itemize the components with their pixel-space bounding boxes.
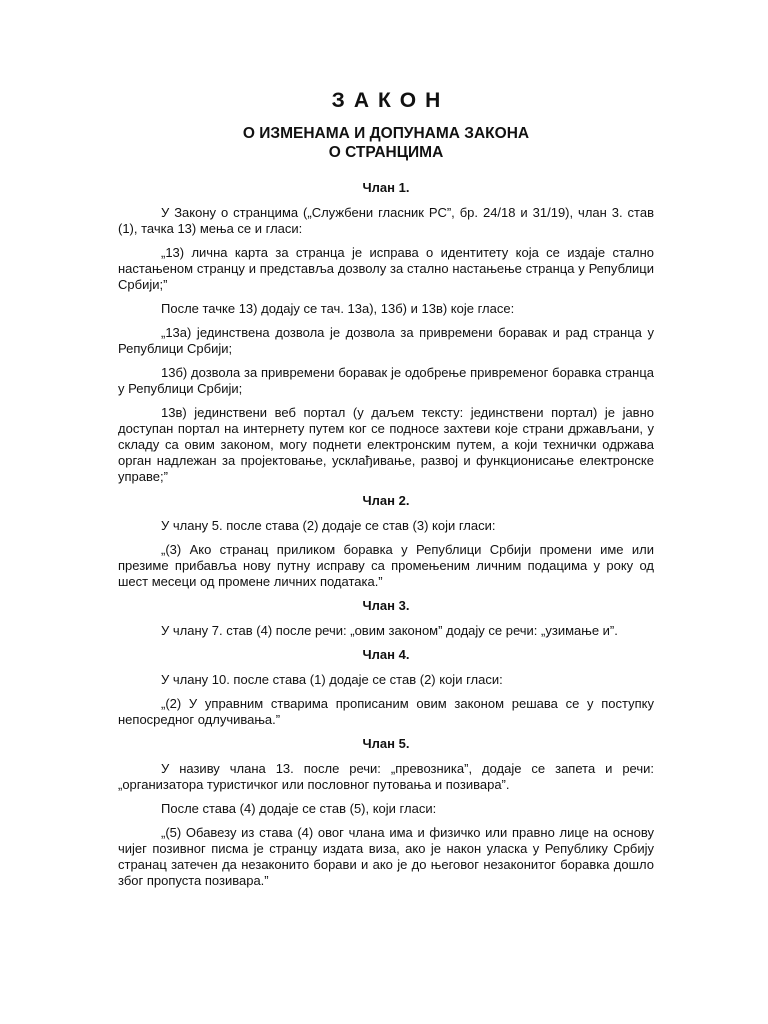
article-paragraph: У називу члана 13. после речи: „превозника”, додаје се запета и речи: „организатора туристичког или пословног путовања и позивара”. [118,761,654,792]
article-2 [118,493,654,590]
article-heading: Члан 3. [362,598,410,613]
article-paragraph: „(5) Обавезу из става (4) овог члана има и физичко или правно лице на основу чијег позивног писма је странцу издата виза, ако је након уласка у Републику Србију странац затечен да незаконито борави и ако је до његовог незаконитог боравка дошло због пропуста позивара.” [118,825,654,888]
document-page [118,88,654,897]
article-paragraph: 13в) јединствени веб портал (у даљем тексту: јединствени портал) је јавно доступан портал на интернету путем ког се подносе захтеви које страни држављани, у складу са овим законом, могу поднети електронским путем, а који технички одржава орган надлежан за пројектовање, усклађивање, развој и функционисање електронске управе;” [118,405,654,484]
article-heading: Члан 1. [362,180,410,195]
article-paragraph: После става (4) додаје се став (5), који гласи: [161,801,437,816]
article-paragraph: „13) лична карта за странца је исправа о идентитету која се издаје стално настањеном странцу и представља дозволу за стално настањење странца у Републици Србији;” [118,245,654,292]
article-paragraph: У члану 5. после става (2) додаје се став (3) који гласи: [161,518,496,533]
law-subtitle: О ИЗМЕНАМА И ДОПУНАМА ЗАКОНА О СТРАНЦИМА [242,125,530,161]
article-paragraph: После тачке 13) додају се тач. 13а), 13б) и 13в) које гласе: [161,301,515,316]
article-3 [118,598,654,639]
law-title: ЗАКОН [331,89,450,112]
article-heading: Члан 4. [362,647,410,662]
article-paragraph: У члану 10. после става (1) додаје се став (2) који гласи: [161,672,503,687]
article-paragraph: У члану 7. став (4) после речи: „овим законом” додају се речи: „узимање и”. [161,623,618,638]
article-heading: Члан 5. [362,736,410,751]
article-paragraph: „(3) Ако странац приликом боравка у Републици Србији промени име или презиме прибавља нову путну исправу са промењеним личним подацима у року од шест месеци од промене личних података.” [118,542,654,589]
article-paragraph: „13а) јединствена дозвола је дозвола за привремени боравак и рад странца у Републици Србији; [118,325,654,356]
article-5 [118,736,654,889]
article-4 [118,647,654,728]
article-heading: Члан 2. [362,493,410,508]
article-paragraph: У Закону о странцима („Службени гласник РС”, бр. 24/18 и 31/19), члан 3. став (1), тачка 13) мења се и гласи: [118,205,654,236]
article-paragraph: „(2) У управним стварима прописаним овим законом решава се у поступку непосредног одлучивања.” [118,696,654,727]
article-1 [118,180,654,485]
article-paragraph: 13б) дозвола за привремени боравак је одобрење привременог боравка странца у Републици Србији; [118,365,654,396]
